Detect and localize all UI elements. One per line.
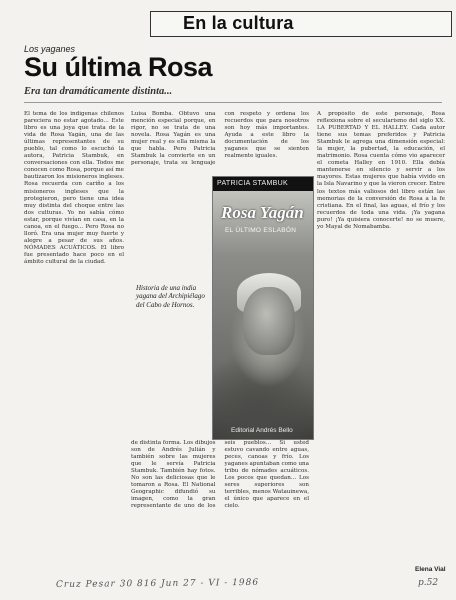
column-2-top-text: Luisa Bomba. Obtuvo una mención especial porque, en rigor, no se trata de una novela. Rosa Yagán es una mujer real y es ella misma la que habla. Pero Patricia Stambuk la convierte en un personaje, trata su lenguaje con respeto y ordena los recuerdos que para nosotros son hoy más importantes. Ayuda a este libro la documentación de los yaganes que se sienten realmente iguales. — [131, 111, 309, 167]
article-column-1 — [24, 111, 124, 569]
article-headline: Su última Rosa — [24, 52, 213, 82]
header-divider — [24, 102, 442, 103]
column-2-bottom-text: de distinta forma. Los dibujos son de Andrés Julián y también sobre las mujeres que le servía Patricia Stambuk. También hay fotos. No son las deliciosas que le tomaron a Rosa. El National Geographic difundió su imagen, como la gran representante de uno de los seis pueblos... Si usted estuvo cavando entre aguas, peces, canoas y frío. Los yaganes apuntaban como una tribu de nómades acuáticos. Los pocos que quedan... Los seres superiores son terribles, menos Watauinewa, el único que aparece en el cielo. — [131, 440, 309, 510]
portrait-face — [243, 287, 295, 355]
book-author: PATRICIA STAMBUK — [217, 180, 288, 187]
handwritten-page-number: p.52 — [418, 578, 439, 588]
article-column-4 — [317, 111, 445, 566]
section-header — [150, 11, 452, 37]
photo-caption: Historia de una india yagana del Archipiélago del Cabo de Hornos. — [136, 284, 205, 309]
article-column-2-bottom — [131, 440, 309, 570]
book-title: Rosa Yagán — [221, 203, 304, 222]
article-column-2-top — [131, 111, 309, 175]
article-signature: Elena Vial — [415, 566, 446, 573]
section-title: En la cultura — [183, 13, 294, 33]
article-subhead: Era tan dramáticamente distinta... — [24, 86, 173, 97]
book-publisher: Editorial Andrés Bello — [231, 427, 293, 434]
handwritten-archive-note: Cruz Pesar 30 816 Jun 27 - VI - 1986 — [55, 577, 260, 590]
article-kicker: Los yaganes — [24, 44, 76, 54]
column-1-text: El tema de los indígenas chilenos pareciera no estar agotado... Este libro es una joya que trata de la vida de Rosa Yagán, una de las últimas representantes de su pueblo, tal como lo escuchó la autora, Patricia Stambuk, en conversaciones con ella. Todos me conocen como Rosa, porque así me bautizaron los misioneros ingleses. Rosa recuerda con cariño a los misioneros ingleses que la protegieron, pero tiene una idea muy distinta del choque entre las dos culturas. Yo no sabía cómo estar, porque vivían en casa, en la canoa, en el fuego... Pero Rosa no lloró. Era una mujer muy fuerte y alegre a pesar de sus años. NÓMADES ACUÁTICOS. El libro fue presentado hace poco en el ámbito cultural de la ciudad. — [24, 111, 124, 265]
book-subtitle: EL ÚLTIMO ESLABÓN — [225, 227, 297, 234]
book-cover-photo — [212, 176, 314, 440]
column-4-text: A propósito de este personaje, Rosa reflexiona sobre el secularismo del siglo XX. LA PUBERTAD Y EL HALLEY. Cada autor tiene sus temas preferidos y Patricia Stambuk le agrega una dimensión especial: la mujer, la pubertad, la educación, el matrimonio. Rosa cuenta cómo vio aparecer el cometa Halley en 1910. Ella debía mantenerse en silencio y servir a los mayores. Estas mujeres que había vivido en la Isla Navarino y que la vieron crecer. Entre los textos más valiosos del libro están las memorias de la conversión de Rosa a la fe cristiana. En el final, las aguas, el frío y los recuerdos de toda una vida. ¡Ya yagana puro! ¡Ya quisiera conocerte! no se muere, yo Mayal de Nomabamba. — [317, 111, 445, 230]
